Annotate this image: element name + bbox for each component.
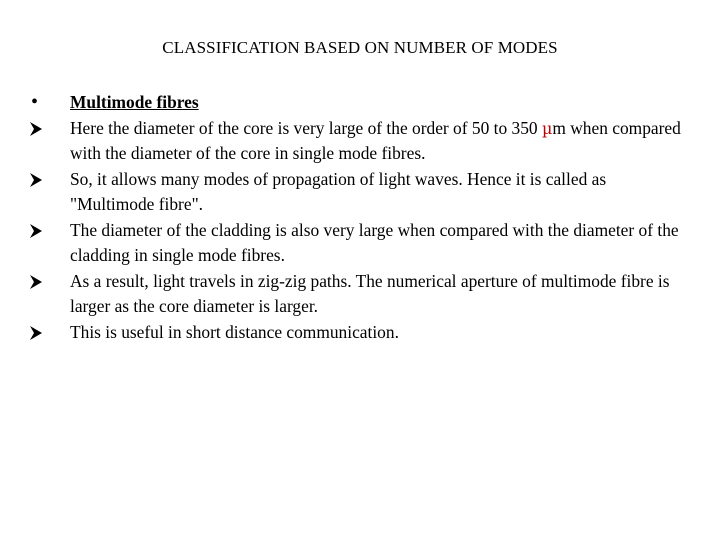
point-text: Here the diameter of the core is very large of the order of 50 to 350 [70,117,542,138]
micro-symbol: µ [541,118,553,138]
heading-item [30,90,690,116]
point-text: This is useful in short distance communication. [70,321,399,342]
section-heading: Multimode fibres [70,92,199,112]
list-item [30,218,690,269]
point-text-continued: m when compared with the diameter of the core in single mode fibres. [70,117,681,163]
list-item [30,269,690,320]
bullet-list [30,90,690,345]
point-text: As a result, light travels in zig-zig paths. The numerical aperture of multimode fibre is larger as the core diameter is larger. [70,270,670,316]
list-item [30,167,690,218]
point-text: The diameter of the cladding is also very large when compared with the diameter of the cladding in single mode fibres. [70,219,679,265]
list-item [30,116,690,167]
bullet-dot-icon: • [31,91,39,113]
slide-title: CLASSIFICATION BASED ON NUMBER OF MODES [162,38,558,57]
point-text: So, it allows many modes of propagation of light waves. Hence it is called as "Multimode fibre". [70,168,607,214]
list-item [30,320,690,346]
